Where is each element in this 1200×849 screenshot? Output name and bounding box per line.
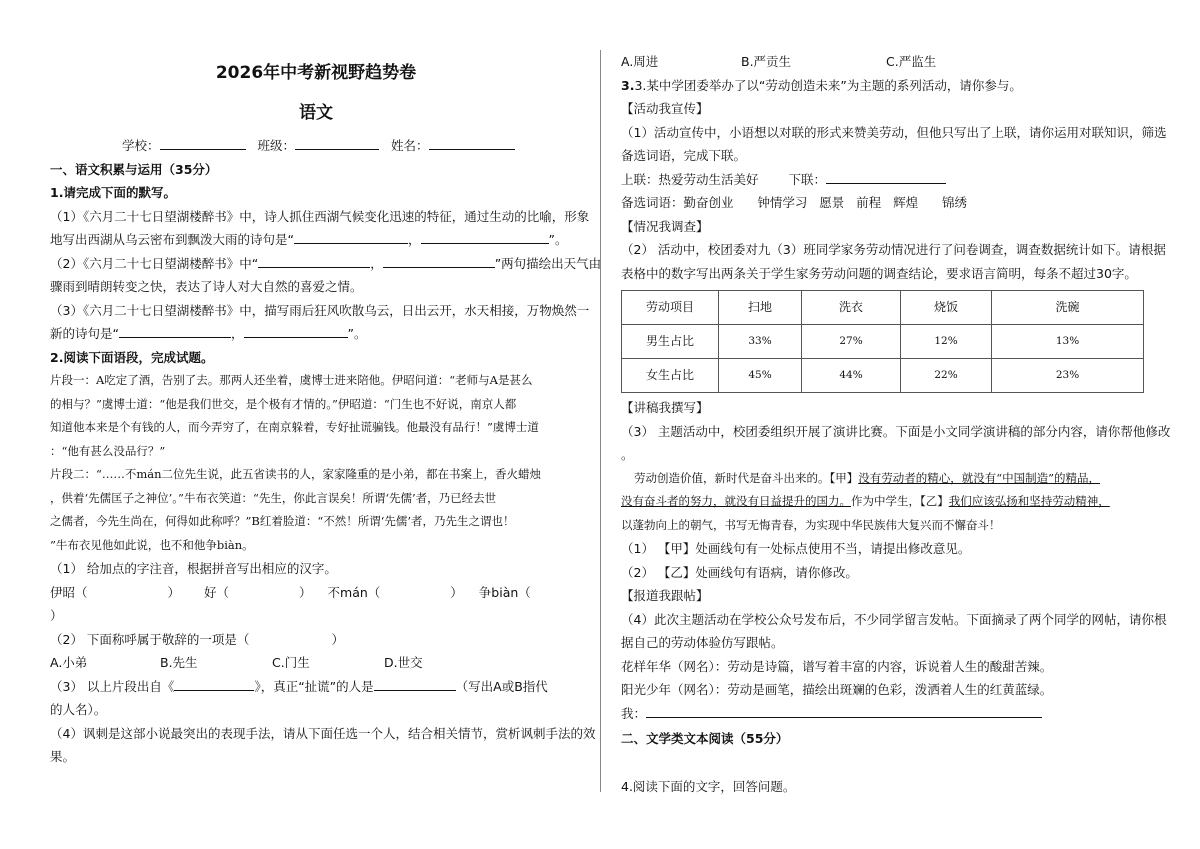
q3-s3-line1: （3） 主题活动中，校团委组织开展了演讲比赛。下面是小文同学演讲稿的部分内容，请你帮他修改	[621, 423, 1171, 439]
table-header-cell: 烧饭	[901, 291, 992, 325]
column-divider	[600, 50, 601, 792]
table-cell: 男生占比	[622, 325, 719, 359]
option-d[interactable]: D.世交	[384, 655, 423, 670]
my-reply-line: 我：	[621, 702, 1154, 726]
q1-stem: 1.请完成下面的默写。	[50, 185, 176, 200]
table-cell: 12%	[901, 325, 992, 359]
passage-line: ，供着‘先儒匡子之神位’。”牛布衣笑道：“先生，你此言误矣！所谓‘先儒’者，乃已经去世	[50, 490, 497, 505]
couplet-line: 上联：热爱劳动生活美好 下联：	[621, 168, 1154, 192]
q1-s1-line2: 地写出西湖从乌云密布到飘泼大雨的诗句是“ ， ”。	[50, 232, 568, 247]
jia-underlined-sentence: 没有劳动者的精心，就没有“中国制造”的精品，	[858, 470, 1101, 485]
q2-sub4-line1: （4）讽刺是这部小说最突出的表现手法，请从下面任选一个人，结合相关情节，赏析讽刺手法的效	[50, 725, 596, 741]
q2-sub1: （1） 给加点的字注音，根据拼音写出相应的汉字。	[50, 561, 337, 576]
table-cell: 45%	[719, 359, 802, 393]
passage-line: ”牛布衣见他如此说，也不和他争biàn。	[50, 537, 254, 552]
q1-s3-line1: （3）《六月二十七日望湖楼醉书》中，描写雨后狂风吹散乌云，日出云开，水天相接，万物焕然一	[50, 302, 590, 318]
exam-title: 2026年中考新视野趋势卷	[215, 63, 417, 83]
name-field[interactable]	[429, 136, 515, 150]
pinyin-line: 伊昭（ ） 好（ ） 不mán（ ） 争biàn（	[50, 584, 531, 600]
option-c[interactable]: C.门生	[272, 655, 310, 670]
option-a[interactable]: A.周进	[621, 54, 659, 69]
q3-s1-line1: （1）活动宣传中，小语想以对联的形式来赞美劳动，但他只写出了上联，请你运用对联知识，筛选	[621, 124, 1167, 140]
blank-input[interactable]	[244, 324, 348, 338]
q2-sub4-line2: 果。	[50, 749, 76, 764]
q2-sub3: （3） 以上片段出自《 》，真正“扯谎”的人是 （写出A或B指代	[50, 678, 548, 694]
prev-options	[621, 50, 1154, 74]
right-column	[621, 0, 1171, 798]
option-a[interactable]: A.小弟	[50, 655, 88, 670]
table-cell: 13%	[992, 325, 1144, 359]
table-cell: 27%	[802, 325, 901, 359]
table-header-cell: 劳动项目	[622, 291, 719, 325]
blank-input[interactable]	[258, 254, 370, 268]
part2-heading: 二、文学类文本阅读（55分）	[621, 731, 789, 746]
speech-line: 没有奋斗者的努力，就没有日益提升的国力。作为中学生，【乙】我们应该弘扬和坚持劳动精神，	[621, 494, 1110, 508]
q3-s4-line2: 据自己的劳动体验仿写跟帖。	[621, 635, 784, 650]
passage-line: 的相与？”虞博士道：“他是我们世交，是个极有才情的。”伊昭道：“门生也不好说，南京人都	[50, 396, 517, 411]
q3-s4-line1: （4）此次主题活动在学校公众号发布后，不少同学留言发帖。下面摘录了两个同学的网帖，请你根	[621, 611, 1167, 627]
yi-underlined-sentence: 我们应该弘扬和坚持劳动精神，	[948, 494, 1110, 508]
q1-s1-line1: （1）《六月二十七日望湖楼醉书》中，诗人抓住西湖气候变化迅速的特征，通过生动的比喻，形象	[50, 208, 590, 224]
passage-line: 片段二：“……不mán二位先生说，此五省读书的人，家家隆重的是小弟，都在书案上，香火蜡烛	[50, 467, 542, 481]
option-b[interactable]: B.先生	[160, 655, 198, 670]
my-reply-input[interactable]	[646, 704, 1042, 718]
table-row	[622, 325, 1144, 359]
section-survey: 【情况我调查】	[621, 218, 709, 234]
passage-line: 之儒者，今先生尚在，何得如此称呼？”B红着脸道：“不然！所谓‘先儒’者，乃先生之谓也！	[50, 514, 515, 528]
table-header-row	[622, 291, 1144, 325]
blank-input[interactable]	[174, 677, 254, 691]
candidate-words: 备选词语：勤奋创业 钟情学习 愿景 前程 辉煌 锦绣	[621, 195, 967, 210]
passage-line: ：“他有甚么没品行？”	[50, 443, 166, 458]
q1-s2-line1: （2）《六月二十七日望湖楼醉书》中“ ， ”两句描绘出天气由	[50, 255, 602, 271]
post-2: 阳光少年（网名）：劳动是画笔，描绘出斑斓的色彩，泼洒着人生的红黄蓝绿。	[621, 682, 1053, 697]
speech-line: 以蓬勃向上的朝气，书写无悔青春，为实现中华民族伟大复兴而不懈奋斗！	[621, 517, 1001, 532]
q3-stem: 3.3.某中学团委举办了以“劳动创造未来”为主题的系列活动，请你参与。	[621, 77, 1022, 93]
q3-s3-q2: （2） 【乙】处画线句有语病，请你修改。	[621, 564, 858, 580]
q3-s3-q1: （1） 【甲】处画线句有一处标点使用不当，请提出修改意见。	[621, 541, 971, 556]
school-label: 学校：	[122, 138, 160, 153]
table-header-cell: 洗衣	[802, 291, 901, 325]
q2-sub3-end: 的人名）。	[50, 702, 107, 717]
q3-s2-line2: 表格中的数字写出两条关于学生家务劳动问题的调查结论，要求语言简明，每条不超过30字。	[621, 265, 1137, 281]
table-header-cell: 洗碗	[992, 291, 1144, 325]
q3-s1-line2: 备选词语，完成下联。	[621, 148, 747, 163]
school-field[interactable]	[160, 136, 246, 150]
blank-input[interactable]	[383, 254, 495, 268]
passage-line: 知道他本来是个有钱的人，而今弄穷了，在南京躲着，专好扯谎骗钱。他最没有品行！”虞博士道	[50, 420, 539, 434]
section-publicity: 【活动我宣传】	[621, 101, 709, 116]
class-label: 班级：	[257, 138, 296, 153]
survey-table	[621, 290, 1144, 393]
post-1: 花样年华（网名）：劳动是诗篇，谱写着丰富的内容，诉说着人生的酸甜苦辣。	[621, 658, 1053, 674]
blank-input[interactable]	[374, 677, 456, 691]
passage-line: 片段一：A吃定了酒，告别了去。那两人还坐着，虞博士进来陪他。伊昭问道：“老师与A是甚么	[50, 373, 533, 387]
speech-line: 劳动创造价值，新时代是奋斗出来的。【甲】没有劳动者的精心，就没有“中国制造”的精品，	[634, 470, 1101, 485]
left-column	[50, 0, 602, 769]
option-c[interactable]: C.严监生	[886, 54, 937, 69]
q1-s3-line2: 新的诗句是“ ， ”。	[50, 326, 367, 341]
q2-sub2: （2） 下面称呼属于敬辞的一项是（ ）	[50, 631, 344, 647]
blank-input[interactable]	[421, 230, 549, 244]
q2-options	[50, 651, 582, 675]
q1-s2-line2: 骤雨到晴朗转变之快，表达了诗人对大自然的喜爱之情。	[50, 279, 363, 294]
q3-s3-line2: 。	[621, 447, 634, 462]
name-label: 姓名：	[391, 138, 429, 153]
table-cell: 33%	[719, 325, 802, 359]
part1-heading: 一、语文积累与运用（35分）	[50, 161, 218, 177]
blank-input[interactable]	[119, 324, 231, 338]
option-b[interactable]: B.严贡生	[741, 54, 792, 69]
q4-stem: 4.阅读下面的文字，回答问题。	[621, 778, 796, 794]
table-cell: 23%	[992, 359, 1144, 393]
table-header-cell: 扫地	[719, 291, 802, 325]
q3-s2-line1: （2） 活动中，校团委对九（3）班同学家务劳动情况进行了问卷调查，调查数据统计如下。请根据	[621, 242, 1166, 257]
table-row	[622, 359, 1144, 393]
class-field[interactable]	[295, 136, 379, 150]
section-reply: 【报道我跟帖】	[621, 588, 709, 603]
section-speech: 【讲稿我撰写】	[621, 400, 709, 415]
table-cell: 44%	[802, 359, 901, 393]
blank-input[interactable]	[294, 230, 408, 244]
table-cell: 女生占比	[622, 359, 719, 393]
q2-stem: 2.阅读下面语段，完成试题。	[50, 349, 214, 365]
table-cell: 22%	[901, 359, 992, 393]
lower-couplet-input[interactable]	[826, 170, 946, 184]
student-info-line	[50, 134, 582, 158]
subject-title: 语文	[299, 103, 333, 123]
pinyin-line-end: ）	[50, 608, 63, 623]
